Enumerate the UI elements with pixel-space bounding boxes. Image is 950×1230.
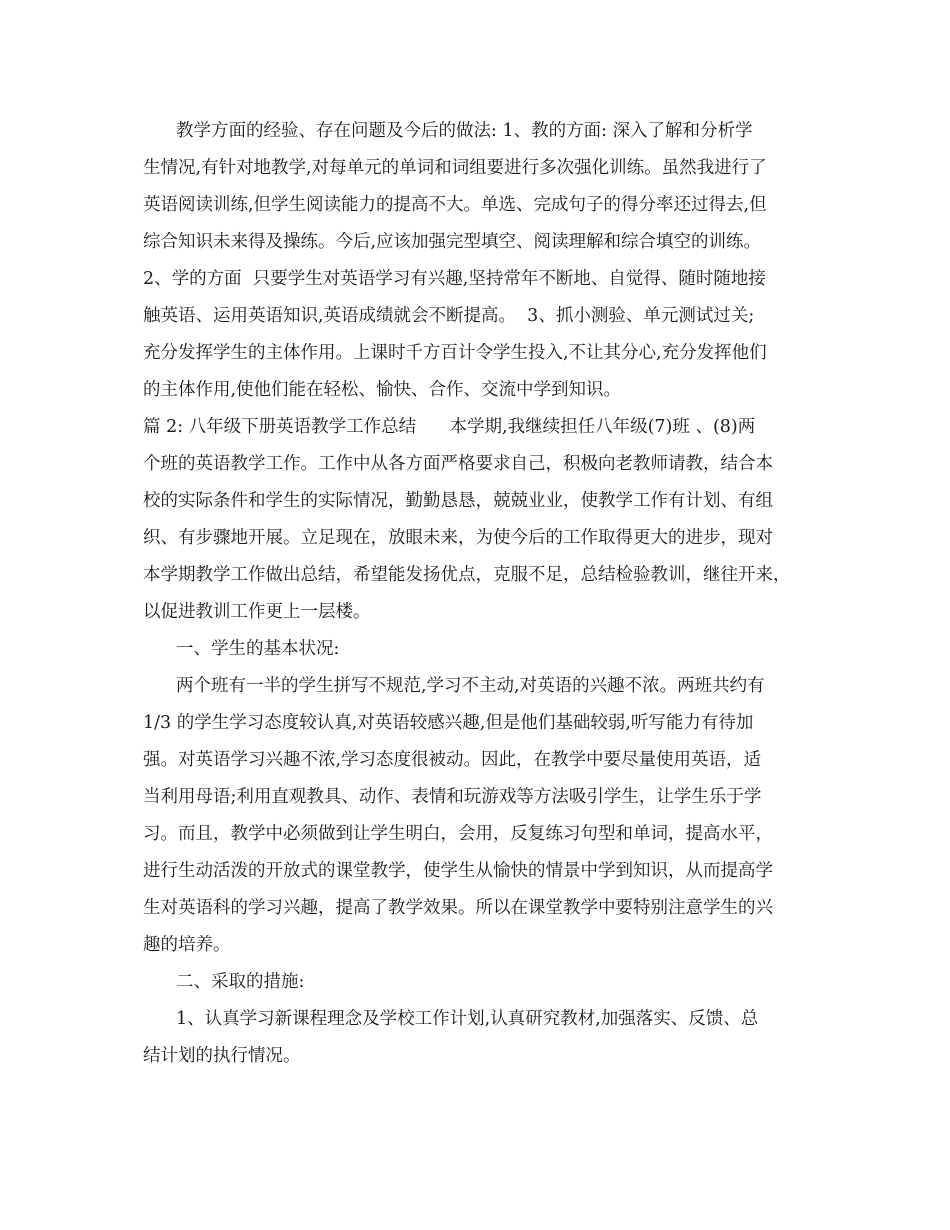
paragraph-line: 英语阅读训练,但学生阅读能力的提高不大。单选、完成句子的得分率还过得去,但: [143, 195, 767, 215]
paragraph-line: 进行生动活泼的开放式的课堂教学，使学生从愉快的情景中学到知识，从而提高学: [143, 861, 773, 881]
paragraph-line: 触英语、运用英语知识,英语成绩就会不断提高。 3、抓小测验、单元测试过关;: [143, 306, 755, 326]
paragraph-line: 1、认真学习新课程理念及学校工作计划,认真研究教材,加强落实、反馈、总: [176, 1009, 759, 1029]
paragraph-line: 趣的培养。: [143, 935, 231, 955]
paragraph-line: 综合知识未来得及操练。今后,应该加强完型填空、阅读理解和综合填空的训练。: [143, 232, 762, 252]
paragraph-line: 校的实际条件和学生的实际情况，勤勤恳恳，兢兢业业，使教学工作有计划、有组: [143, 491, 773, 511]
paragraph-line: 以促进教训工作更上一层楼。: [143, 602, 371, 622]
paragraph-line: 充分发挥学生的主体作用。上课时千方百计令学生投入,不让其分心,充分发挥他们: [143, 343, 767, 363]
subheading-line: 一、学生的基本状况:: [176, 639, 340, 659]
paragraph-line: 两个班有一半的学生拼写不规范,学习不主动,对英语的兴趣不浓。两班共约有: [176, 676, 765, 696]
paragraph-line: 的主体作用,使他们能在轻松、愉快、合作、交流中学到知识。: [143, 380, 622, 400]
paragraph-line: 教学方面的经验、存在问题及今后的做法: 1、教的方面: 深入了解和分析学: [176, 121, 753, 141]
paragraph-line: 织、有步骤地开展。立足现在，放眼未来，为使今后的工作取得更大的进步，现对: [143, 528, 773, 548]
paragraph-line: 1/3 的学生学习态度较认真,对英语较感兴趣,但是他们基础较弱,听写能力有待加: [143, 713, 754, 733]
paragraph-line: 本学期教学工作做出总结，希望能发扬优点，克服不足，总结检验教训，继往开来，: [143, 565, 791, 585]
paragraph-line: 结计划的执行情况。: [143, 1046, 301, 1066]
paragraph-line: 个班的英语教学工作。工作中从各方面严格要求自己，积极向老教师请教，结合本: [143, 454, 773, 474]
paragraph-line: 习。而且，教学中必须做到让学生明白，会用，反复练习句型和单词，提高水平，: [143, 824, 773, 844]
section-heading-line: 篇 2: 八年级下册英语教学工作总结 本学期,我继续担任八年级(7)班 、(8)两: [143, 417, 756, 437]
paragraph-line: 生情况,有针对地教学,对每单元的单词和词组要进行多次强化训练。虽然我进行了: [143, 158, 767, 178]
paragraph-line: 当利用母语;利用直观教具、动作、表情和玩游戏等方法吸引学生，让学生乐于学: [143, 787, 762, 807]
subheading-line: 二、采取的措施:: [176, 972, 305, 992]
paragraph-line: 强。对英语学习兴趣不浓,学习态度很被动。因此，在教学中要尽量使用英语，适: [143, 750, 762, 770]
paragraph-line: 生对英语科的学习兴趣，提高了教学效果。所以在课堂教学中要特别注意学生的兴: [143, 898, 773, 918]
paragraph-line: 2、学的方面 只要学生对英语学习有兴趣,坚持常年不断地、自觉得、随时随地接: [143, 269, 766, 289]
